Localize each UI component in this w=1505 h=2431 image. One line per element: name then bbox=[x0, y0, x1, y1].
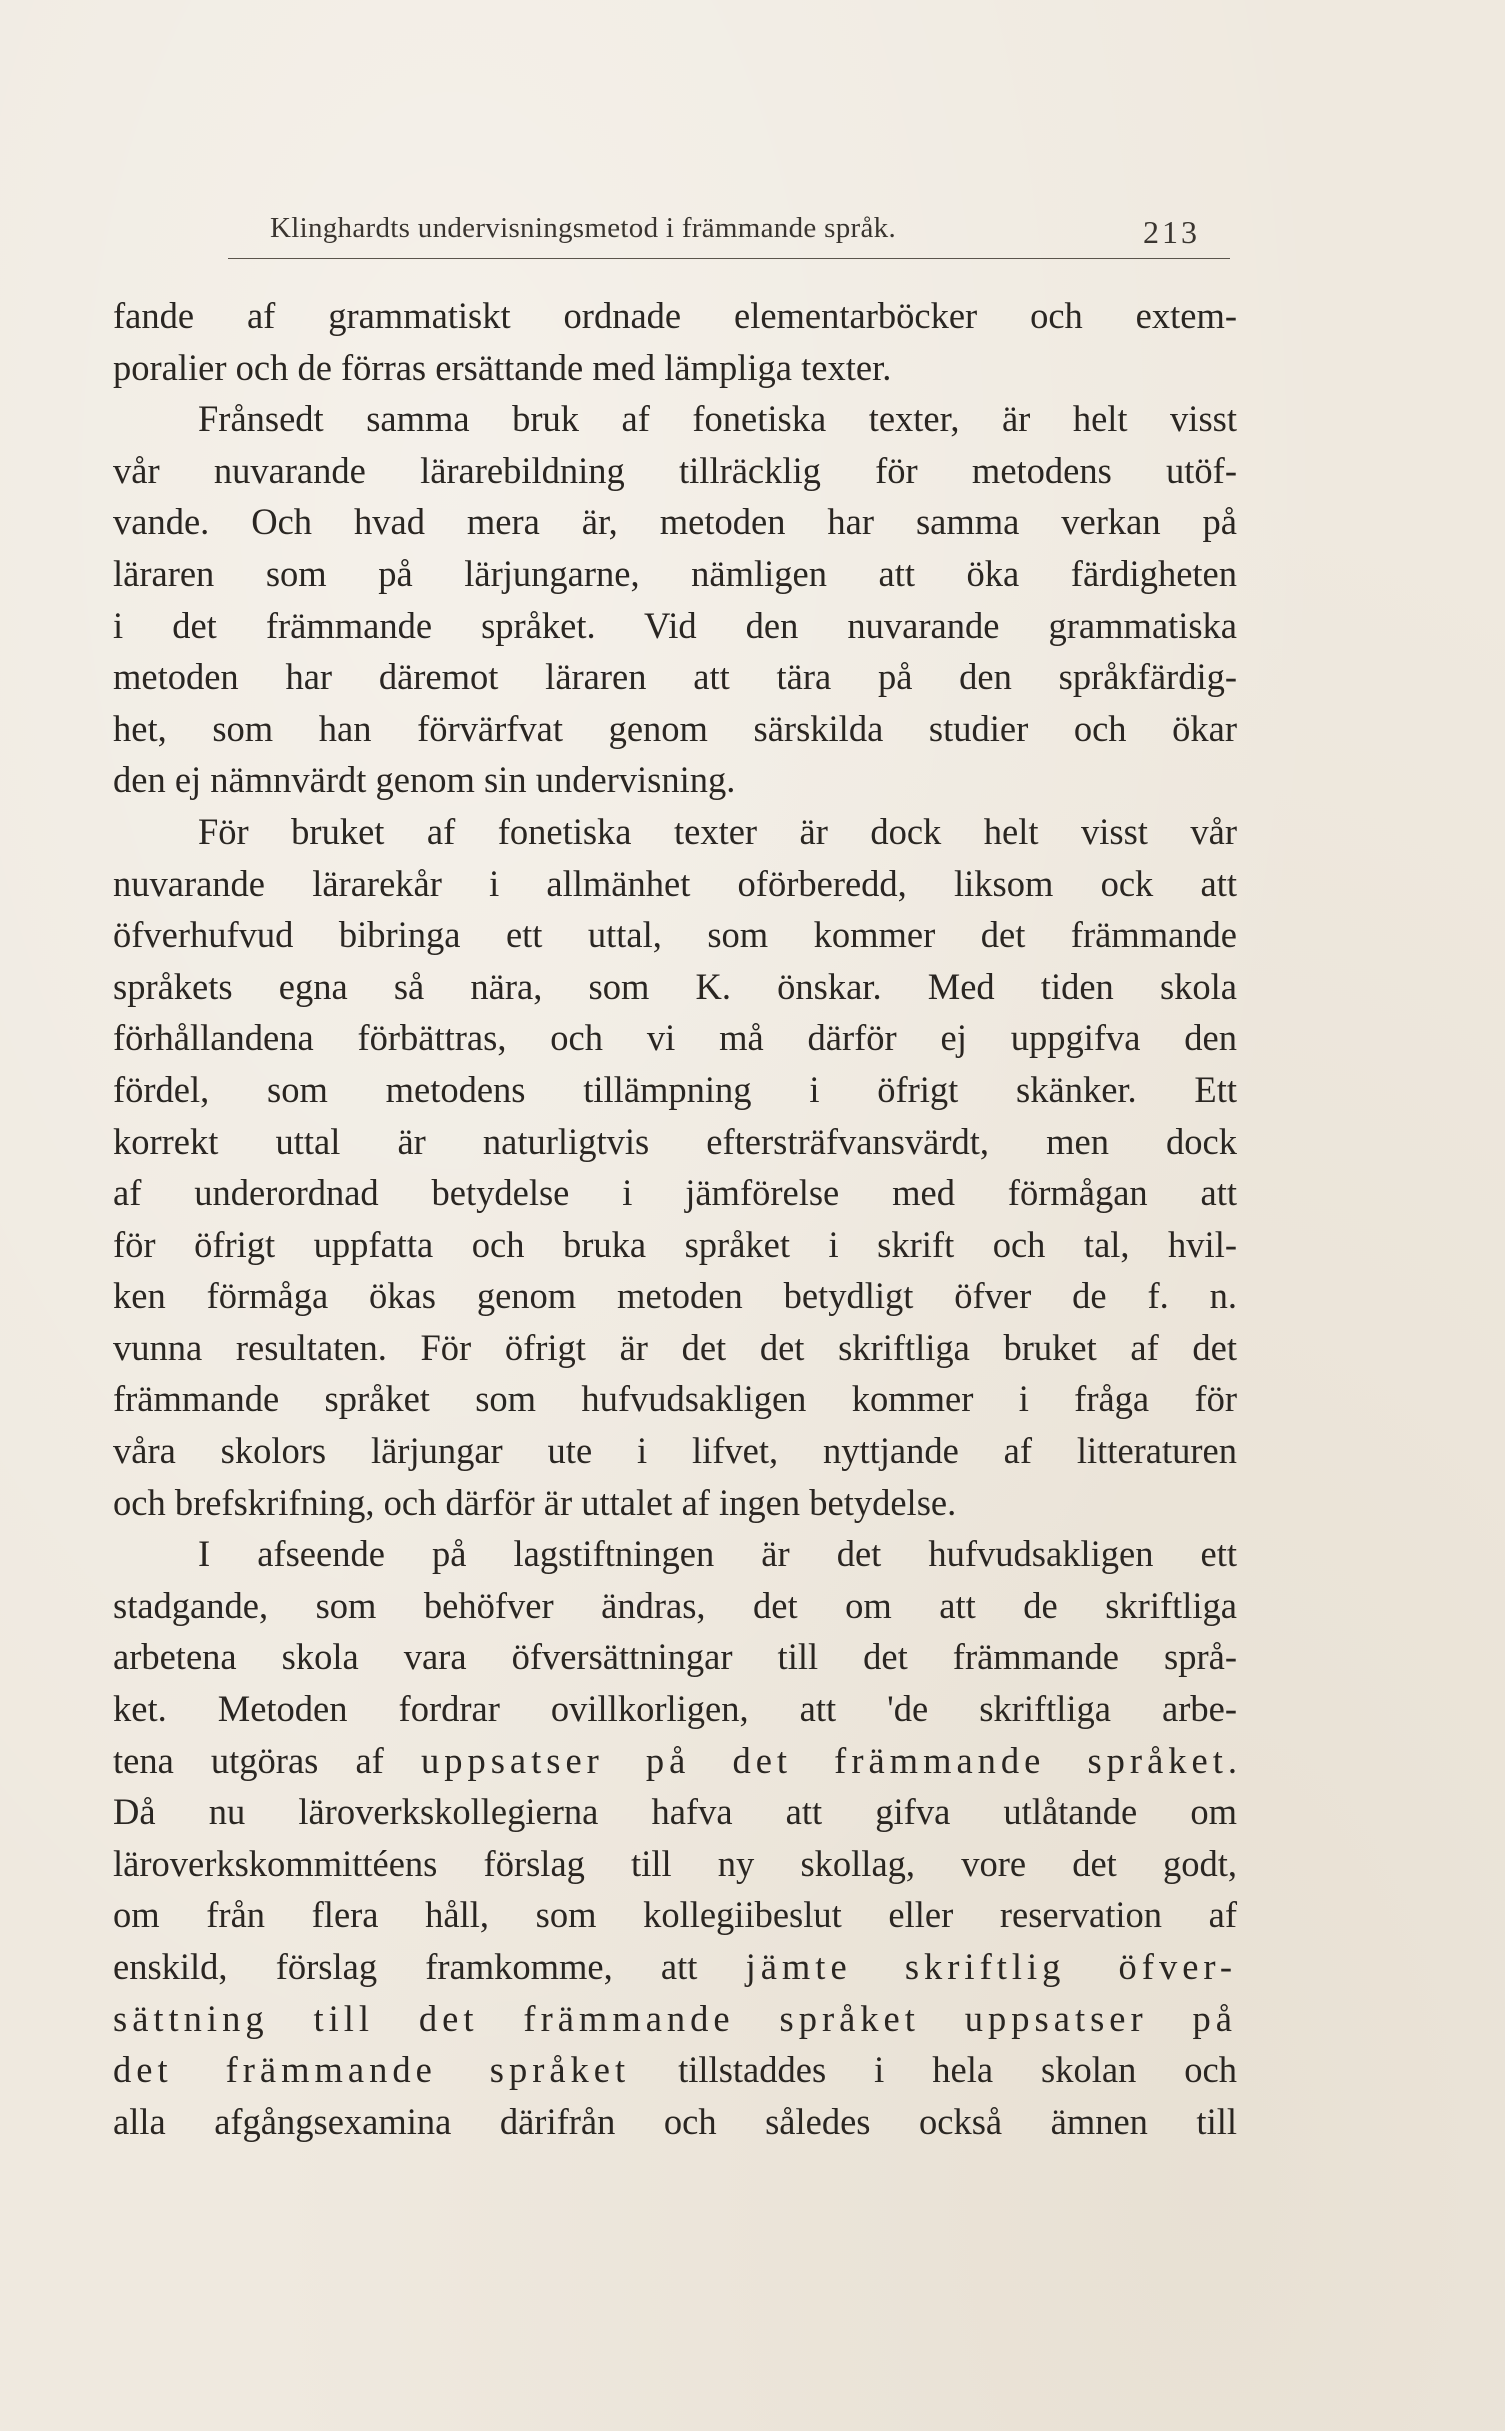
text-line bbox=[113, 1116, 1237, 1168]
text-line bbox=[113, 1580, 1237, 1632]
text-line bbox=[113, 600, 1237, 652]
text-line bbox=[113, 1786, 1237, 1838]
text-line bbox=[113, 1941, 1237, 1993]
text-line bbox=[113, 1064, 1237, 1116]
text-line bbox=[113, 1631, 1237, 1683]
text-line bbox=[113, 1993, 1237, 2045]
running-head bbox=[200, 208, 1220, 248]
text-line bbox=[113, 342, 1237, 394]
line-segment: för öfrigt uppfatta och bruka språket i skrift och tal, hvil- bbox=[113, 1223, 1237, 1265]
line-segment: alla afgångsexamina därifrån och således också ämnen till bbox=[113, 2100, 1237, 2142]
running-title: Klinghardts undervisningsmetod i främmande språk. bbox=[270, 212, 896, 244]
text-line bbox=[113, 1889, 1237, 1941]
header-rule bbox=[228, 258, 1230, 259]
line-segment: stadgande, som behöfver ändras, det om att de skriftliga bbox=[113, 1584, 1237, 1626]
line-segment: . bbox=[1227, 1739, 1237, 1781]
line-segment: metoden har däremot läraren att tära på den språkfärdig- bbox=[113, 656, 1237, 698]
text-line bbox=[113, 2096, 1237, 2148]
text-line bbox=[113, 961, 1237, 1013]
text-line bbox=[113, 651, 1237, 703]
line-segment: arbetena skola vara öfversättningar till det främmande språ- bbox=[113, 1636, 1237, 1678]
line-segment: enskild, förslag framkomme, att bbox=[113, 1946, 746, 1987]
line-segment: Då nu läroverkskollegierna hafva att gifva utlåtande om bbox=[113, 1791, 1237, 1833]
line-segment: språkets egna så nära, som K. önskar. Med tiden skola bbox=[113, 965, 1237, 1007]
text-line bbox=[113, 1838, 1237, 1890]
text-line bbox=[113, 496, 1237, 548]
line-segment: i det främmande språket. Vid den nuvarande grammatiska bbox=[113, 604, 1237, 646]
spaced-emphasis: uppsatser på det främmande språket bbox=[420, 1739, 1228, 1781]
line-segment: ket. Metoden fordrar ovillkorligen, att 'de skriftliga arbe- bbox=[113, 1688, 1237, 1730]
line-segment: tena utgöras af bbox=[113, 1739, 421, 1781]
line-segment: våra skolors lärjungar ute i lifvet, nyttjande af litteraturen bbox=[113, 1430, 1237, 1472]
text-line bbox=[113, 1219, 1237, 1271]
text-line bbox=[113, 1270, 1237, 1322]
text-line bbox=[113, 1322, 1237, 1374]
line-segment: vunna resultaten. För öfrigt är det det skriftliga bruket af det bbox=[113, 1326, 1237, 1368]
text-line bbox=[113, 393, 1237, 445]
text-line bbox=[113, 1167, 1237, 1219]
line-segment: ken förmåga ökas genom metoden betydligt öfver de f. n. bbox=[113, 1275, 1237, 1317]
text-line bbox=[113, 1683, 1237, 1735]
body-text bbox=[113, 290, 1237, 2147]
spaced-emphasis: jämte skriftlig öfver- bbox=[745, 1946, 1237, 1987]
spaced-emphasis: det främmande språket bbox=[113, 2049, 631, 2091]
line-segment: het, som han förvärfvat genom särskilda studier och ökar bbox=[113, 707, 1237, 749]
line-segment: nuvarande lärarekår i allmänhet oförberedd, liksom ock att bbox=[113, 862, 1237, 904]
line-segment: främmande språket som hufvudsakligen kommer i fråga för bbox=[113, 1378, 1237, 1420]
text-line bbox=[113, 1373, 1237, 1425]
line-segment: poralier och de förras ersättande med lämpliga texter. bbox=[113, 346, 892, 388]
text-line bbox=[113, 1735, 1237, 1787]
line-segment: Frånsedt samma bruk af fonetiska texter, är helt visst bbox=[198, 398, 1237, 440]
text-line bbox=[113, 1528, 1237, 1580]
line-segment: läroverkskommittéens förslag till ny skollag, vore det godt, bbox=[113, 1842, 1237, 1884]
line-segment: tillstaddes i hela skolan och bbox=[630, 2049, 1237, 2091]
text-line bbox=[113, 548, 1237, 600]
line-segment: För bruket af fonetiska texter är dock helt visst vår bbox=[198, 810, 1237, 852]
line-segment: I afseende på lagstiftningen är det hufvudsakligen ett bbox=[198, 1533, 1237, 1575]
line-segment: fande af grammatiskt ordnade elementarböcker och extem- bbox=[113, 295, 1237, 336]
line-segment: förhållandena förbättras, och vi må därför ej uppgifva den bbox=[113, 1017, 1237, 1059]
line-segment: öfverhufvud bibringa ett uttal, som kommer det främmande bbox=[113, 914, 1237, 956]
text-line bbox=[113, 1425, 1237, 1477]
line-segment: af underordnad betydelse i jämförelse med förmågan att bbox=[113, 1172, 1237, 1214]
line-segment: vande. Och hvad mera är, metoden har samma verkan på bbox=[113, 501, 1237, 543]
line-segment: och brefskrifning, och därför är uttalet af ingen betydelse. bbox=[113, 1481, 957, 1523]
text-line bbox=[113, 858, 1237, 910]
text-line bbox=[113, 909, 1237, 961]
text-line bbox=[113, 754, 1237, 806]
text-line bbox=[113, 445, 1237, 497]
spaced-emphasis: sättning till det främmande språket uppsatser på bbox=[113, 1997, 1237, 2039]
line-segment: den ej nämnvärdt genom sin undervisning. bbox=[113, 759, 736, 801]
text-line bbox=[113, 2044, 1237, 2096]
text-line bbox=[113, 1012, 1237, 1064]
line-segment: fördel, som metodens tillämpning i öfrigt skänker. Ett bbox=[113, 1068, 1237, 1110]
line-segment: vår nuvarande lärarebildning tillräcklig för metodens utöf- bbox=[113, 449, 1237, 491]
line-segment: om från flera håll, som kollegiibeslut eller reservation af bbox=[113, 1894, 1237, 1936]
line-segment: korrekt uttal är naturligtvis eftersträfvansvärdt, men dock bbox=[113, 1120, 1237, 1162]
page-number: 213 bbox=[1143, 214, 1200, 250]
text-line bbox=[113, 290, 1237, 342]
text-line bbox=[113, 703, 1237, 755]
line-segment: läraren som på lärjungarne, nämligen att öka färdigheten bbox=[113, 552, 1237, 594]
text-line bbox=[113, 806, 1237, 858]
text-line bbox=[113, 1477, 1237, 1529]
